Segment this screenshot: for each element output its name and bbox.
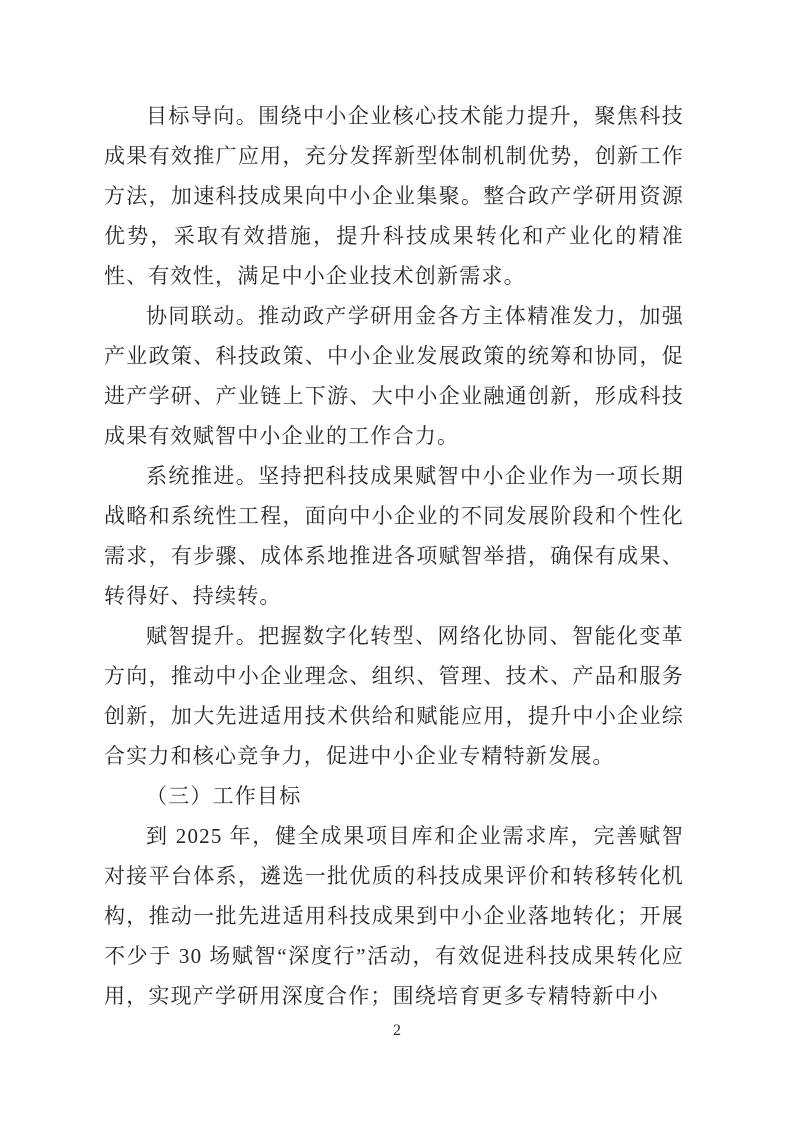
- paragraph: 协同联动。推动政产学研用金各方主体精准发力，加强产业政策、科技政策、中小企业发展政策的统筹和协同，促进产学研、产业链上下游、大中小企业融通创新，形成科技成果有效赋智中小企业的工作合力。: [104, 304, 684, 448]
- document-body: [104, 96, 684, 1016]
- paragraph: 到 2025 年，健全成果项目库和企业需求库，完善赋智对接平台体系，遴选一批优质的科技成果评价和转移转化机构，推动一批先进适用科技成果到中小企业落地转化；开展不少于 30 场赋智“深度行”活动，有效促进科技成果转化应用，实现产学研用深度合作；围绕培育更多专精特新中小: [104, 824, 684, 1008]
- page-number: 2: [393, 1022, 401, 1039]
- section-heading: （三）工作目标: [146, 784, 302, 808]
- paragraph: 赋智提升。把握数字化转型、网络化协同、智能化变革方向，推动中小企业理念、组织、管理、技术、产品和服务创新，加大先进适用技术供给和赋能应用，提升中小企业综合实力和核心竞争力，促进中小企业专精特新发展。: [104, 624, 684, 768]
- paragraph: 系统推进。坚持把科技成果赋智中小企业作为一项长期战略和系统性工程，面向中小企业的不同发展阶段和个性化需求，有步骤、成体系地推进各项赋智举措，确保有成果、转得好、持续转。: [104, 464, 684, 608]
- paragraph: 目标导向。围绕中小企业核心技术能力提升，聚焦科技成果有效推广应用，充分发挥新型体制机制优势，创新工作方法，加速科技成果向中小企业集聚。整合政产学研用资源优势，采取有效措施，提升科技成果转化和产业化的精准性、有效性，满足中小企业技术创新需求。: [104, 104, 684, 288]
